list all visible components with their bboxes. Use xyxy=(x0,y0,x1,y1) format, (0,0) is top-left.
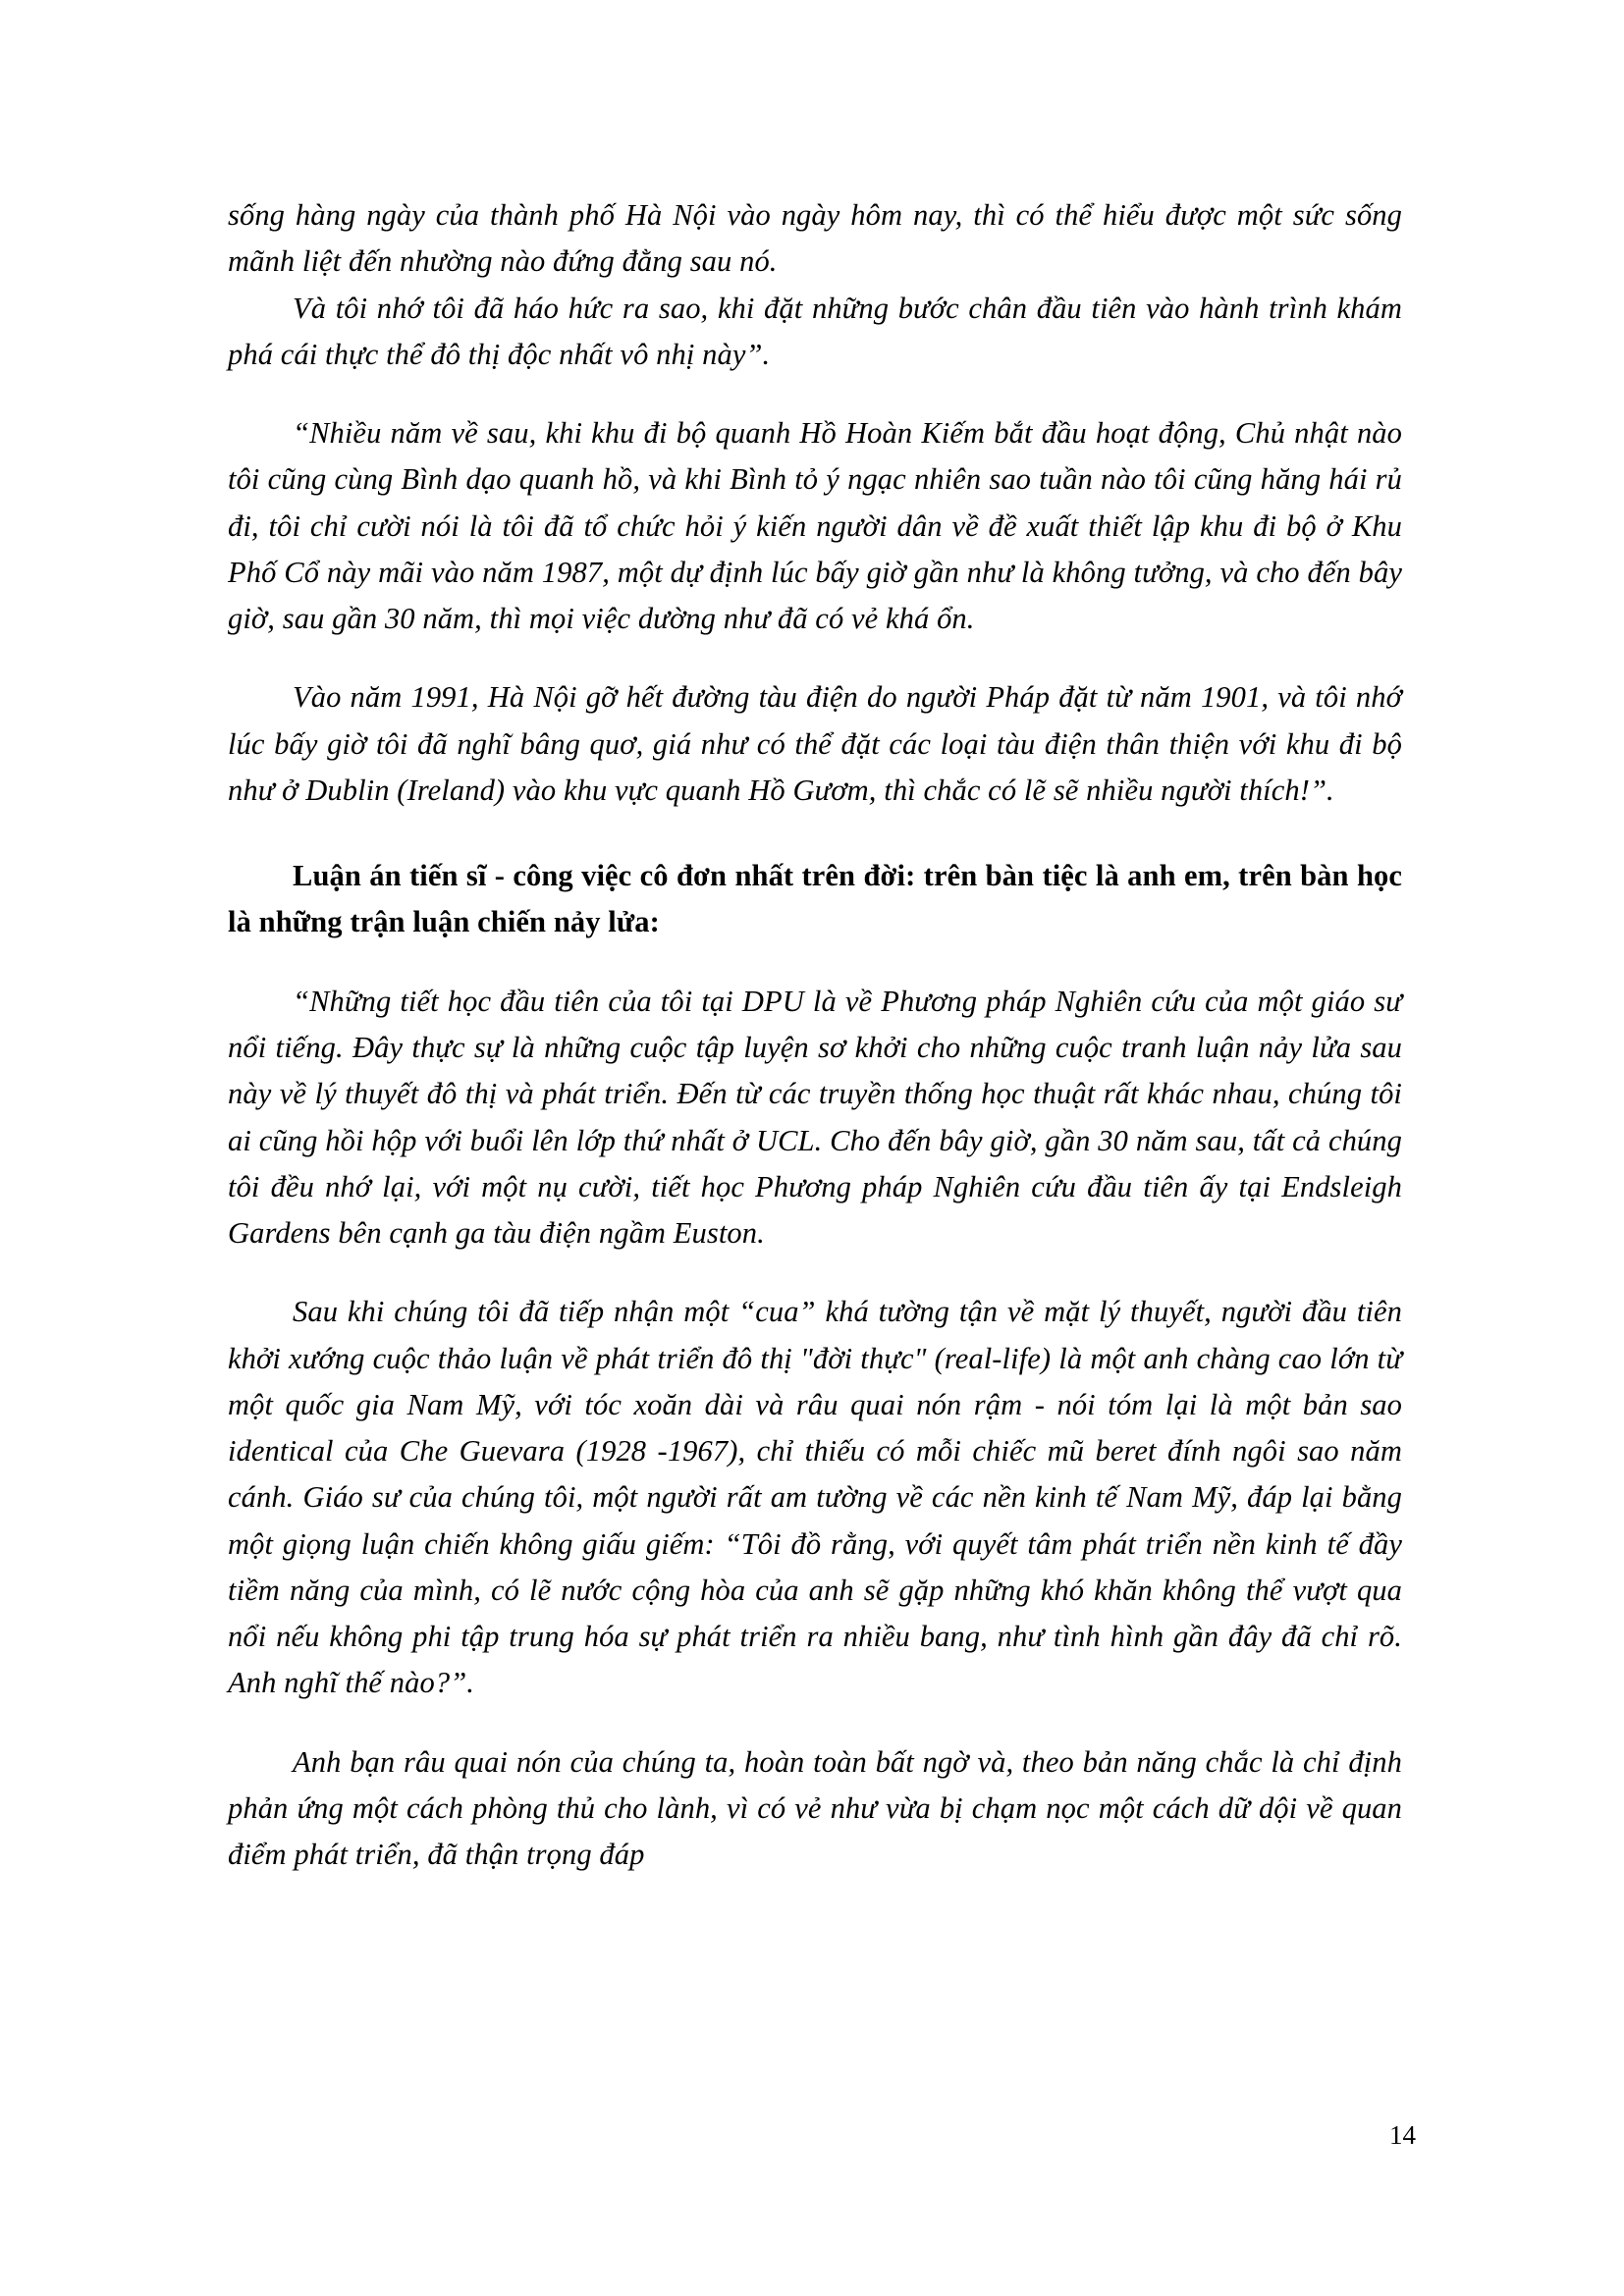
paragraph: sống hàng ngày của thành phố Hà Nội vào ngày hôm nay, thì có thể hiểu được một sức sống mãnh liệt đến nhường nào đứng đằng sau nó. xyxy=(228,198,1402,279)
paragraph: Sau khi chúng tôi đã tiếp nhận một “cua” khá tường tận về mặt lý thuyết, người đầu tiên khởi xướng cuộc thảo luận về phát triển đô thị "đời thực" (real-life) là một anh chàng cao lớn từ một quốc gia Nam Mỹ, với tóc xoăn dài và râu quai nón rậm - nói tóm lại là một bản sao identical của Che Guevara (1928 -1967), chỉ thiếu có mỗi chiếc mũ beret đính ngôi sao năm cánh. Giáo sư của chúng tôi, một người rất am tường về các nền kinh tế Nam Mỹ, đáp lại bằng một giọng luận chiến không giấu giếm: “Tôi đồ rằng, với quyết tâm phát triển nền kinh tế đầy tiềm năng của mình, có lẽ nước cộng hòa của anh sẽ gặp những khó khăn không thể vượt qua nổi nếu không phi tập trung hóa sự phát triển ra nhiều bang, như tình hình gần đây đã chỉ rõ. Anh nghĩ thế nào?”. xyxy=(228,1295,1402,1700)
paragraph: Vào năm 1991, Hà Nội gỡ hết đường tàu điện do người Pháp đặt từ năm 1901, và tôi nhớ lúc bấy giờ tôi đã nghĩ bâng quơ, giá như có thể đặt các loại tàu điện thân thiện với khu đi bộ như ở Dublin (Ireland) vào khu vực quanh Hồ Gươm, thì chắc có lẽ sẽ nhiều người thích!”. xyxy=(228,680,1402,807)
page-content xyxy=(228,192,1402,1879)
page-number: 14 xyxy=(1389,2120,1416,2150)
section-heading: Luận án tiến sĩ - công việc cô đơn nhất trên đời: trên bàn tiệc là anh em, trên bàn học là những trận luận chiến nảy lửa: xyxy=(228,859,1402,939)
paragraph: Và tôi nhớ tôi đã háo hức ra sao, khi đặt những bước chân đầu tiên vào hành trình khám phá cái thực thể đô thị độc nhất vô nhị này”. xyxy=(228,291,1402,371)
paragraph: Anh bạn râu quai nón của chúng ta, hoàn toàn bất ngờ và, theo bản năng chắc là chỉ định phản ứng một cách phòng thủ cho lành, vì có vẻ như vừa bị chạm nọc một cách dữ dội về quan điểm phát triển, đã thận trọng đáp xyxy=(228,1744,1402,1872)
paragraph: “Nhiều năm về sau, khi khu đi bộ quanh Hồ Hoàn Kiếm bắt đầu hoạt động, Chủ nhật nào tôi cũng cùng Bình dạo quanh hồ, và khi Bình tỏ ý ngạc nhiên sao tuần nào tôi cũng hăng hái rủ đi, tôi chỉ cười nói là tôi đã tổ chức hỏi ý kiến người dân về đề xuất thiết lập khu đi bộ ở Khu Phố Cổ này mãi vào năm 1987, một dự định lúc bấy giờ gần như là không tưởng, và cho đến bây giờ, sau gần 30 năm, thì mọi việc dường như đã có vẻ khá ổn. xyxy=(228,416,1402,636)
paragraph: “Những tiết học đầu tiên của tôi tại DPU là về Phương pháp Nghiên cứu của một giáo sư nổi tiếng. Đây thực sự là những cuộc tập luyện sơ khởi cho những cuộc tranh luận nảy lửa sau này về lý thuyết đô thị và phát triển. Đến từ các truyền thống học thuật rất khác nhau, chúng tôi ai cũng hồi hộp với buổi lên lớp thứ nhất ở UCL. Cho đến bây giờ, gần 30 năm sau, tất cả chúng tôi đều nhớ lại, với một nụ cười, tiết học Phương pháp Nghiên cứu đầu tiên ấy tại Endsleigh Gardens bên cạnh ga tàu điện ngầm Euston. xyxy=(228,984,1402,1251)
